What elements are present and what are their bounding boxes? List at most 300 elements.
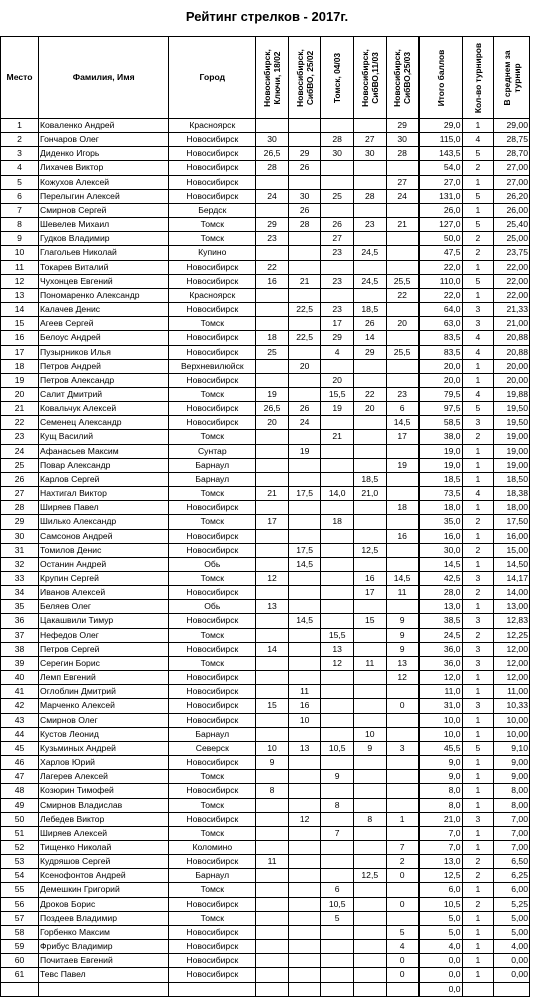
cell-name: Лагерев Алексей <box>39 770 169 784</box>
cell-name: Горбенко Максим <box>39 925 169 939</box>
cell-t2: 16 <box>288 699 321 713</box>
cell-t3 <box>321 444 354 458</box>
cell-total: 18,0 <box>419 501 462 515</box>
cell-t3 <box>321 529 354 543</box>
table-row <box>1 529 530 543</box>
cell-average: 26,20 <box>494 189 530 203</box>
cell-place: 41 <box>1 685 39 699</box>
cell-name: Шилько Александр <box>39 515 169 529</box>
cell-t2 <box>288 727 321 741</box>
cell-name: Коваленко Андрей <box>39 119 169 133</box>
cell-count: 1 <box>462 883 494 897</box>
cell-t5: 9 <box>386 628 419 642</box>
cell-count: 2 <box>462 543 494 557</box>
cell-city: Томск <box>169 232 256 246</box>
table-row <box>1 572 530 586</box>
cell-place: 60 <box>1 954 39 968</box>
cell-t4: 9 <box>353 741 386 755</box>
cell-t2: 12 <box>288 812 321 826</box>
cell-average: 14,17 <box>494 572 530 586</box>
cell-count: 1 <box>462 826 494 840</box>
cell-t1 <box>256 119 289 133</box>
cell-t2: 20 <box>288 359 321 373</box>
cell-t3 <box>321 501 354 515</box>
cell-t3 <box>321 260 354 274</box>
cell-count: 5 <box>462 189 494 203</box>
cell-average: 25,00 <box>494 232 530 246</box>
cell-t1 <box>256 246 289 260</box>
cell-place: 45 <box>1 741 39 755</box>
cell-t3 <box>321 840 354 854</box>
cell-t5 <box>386 232 419 246</box>
cell-city: Новосибирск <box>169 784 256 798</box>
cell-place: 39 <box>1 656 39 670</box>
cell-place: 1 <box>1 119 39 133</box>
cell-t1: 9 <box>256 756 289 770</box>
cell-place: 55 <box>1 883 39 897</box>
cell-total: 47,5 <box>419 246 462 260</box>
cell-t3: 19 <box>321 402 354 416</box>
cell-name: Чухонцев Евгений <box>39 274 169 288</box>
cell-t5 <box>386 600 419 614</box>
cell-average: 10,00 <box>494 713 530 727</box>
cell-name: Ксенофонтов Андрей <box>39 869 169 883</box>
cell-average: 9,10 <box>494 741 530 755</box>
cell-count: 1 <box>462 557 494 571</box>
cell-t3: 10,5 <box>321 897 354 911</box>
table-row <box>1 628 530 642</box>
cell-place: 48 <box>1 784 39 798</box>
cell-t2 <box>288 529 321 543</box>
cell-t4 <box>353 940 386 954</box>
cell-t1 <box>256 982 289 996</box>
cell-count: 1 <box>462 840 494 854</box>
cell-t1: 26,5 <box>256 402 289 416</box>
cell-average: 9,00 <box>494 756 530 770</box>
cell-t5: 23 <box>386 387 419 401</box>
cell-t4 <box>353 515 386 529</box>
cell-total: 13,0 <box>419 600 462 614</box>
cell-t1 <box>256 458 289 472</box>
cell-t3: 8 <box>321 798 354 812</box>
cell-place: 30 <box>1 529 39 543</box>
cell-city: Томск <box>169 911 256 925</box>
cell-t4: 14 <box>353 331 386 345</box>
cell-t5: 0 <box>386 968 419 982</box>
cell-t1: 11 <box>256 855 289 869</box>
cell-name: Глагольев Николай <box>39 246 169 260</box>
cell-t2 <box>288 430 321 444</box>
col-header-tournament-5: Новосибирск, СибВО,25/03 <box>386 37 419 119</box>
table-row <box>1 218 530 232</box>
cell-city: Новосибирск <box>169 189 256 203</box>
cell-name: Петров Андрей <box>39 359 169 373</box>
cell-city: Новосибирск <box>169 373 256 387</box>
cell-count: 3 <box>462 416 494 430</box>
cell-average: 8,00 <box>494 784 530 798</box>
cell-t3 <box>321 288 354 302</box>
cell-total: 36,0 <box>419 642 462 656</box>
cell-average: 27,00 <box>494 161 530 175</box>
cell-t3 <box>321 925 354 939</box>
table-row <box>1 600 530 614</box>
table-row <box>1 487 530 501</box>
cell-city: Новосибирск <box>169 303 256 317</box>
cell-t2: 21 <box>288 274 321 288</box>
table-row <box>1 897 530 911</box>
table-row <box>1 430 530 444</box>
cell-t3: 17 <box>321 317 354 331</box>
cell-total: 143,5 <box>419 147 462 161</box>
cell-t2 <box>288 925 321 939</box>
table-row <box>1 713 530 727</box>
cell-count: 1 <box>462 260 494 274</box>
cell-t2 <box>288 911 321 925</box>
cell-name: Кузьминых Андрей <box>39 741 169 755</box>
cell-total: 9,0 <box>419 770 462 784</box>
table-row <box>1 133 530 147</box>
cell-average: 4,00 <box>494 940 530 954</box>
cell-count: 1 <box>462 373 494 387</box>
cell-total: 18,5 <box>419 472 462 486</box>
cell-total: 8,0 <box>419 784 462 798</box>
cell-average: 19,00 <box>494 430 530 444</box>
cell-name: Ширяев Алексей <box>39 826 169 840</box>
cell-average: 12,83 <box>494 614 530 628</box>
cell-total: 45,5 <box>419 741 462 755</box>
cell-count: 2 <box>462 586 494 600</box>
cell-count: 3 <box>462 572 494 586</box>
cell-count: 1 <box>462 798 494 812</box>
cell-t2 <box>288 246 321 260</box>
cell-t2: 26 <box>288 161 321 175</box>
cell-count: 2 <box>462 869 494 883</box>
table-row <box>1 699 530 713</box>
cell-name: Петров Сергей <box>39 642 169 656</box>
cell-average: 22,00 <box>494 260 530 274</box>
cell-average: 13,00 <box>494 600 530 614</box>
cell-count: 4 <box>462 487 494 501</box>
table-row <box>1 642 530 656</box>
cell-t5: 9 <box>386 642 419 656</box>
cell-t2: 10 <box>288 713 321 727</box>
cell-average: 29,00 <box>494 119 530 133</box>
cell-t1 <box>256 954 289 968</box>
cell-t4: 17 <box>353 586 386 600</box>
cell-t5 <box>386 331 419 345</box>
cell-name: Лихачев Виктор <box>39 161 169 175</box>
cell-average: 7,00 <box>494 840 530 854</box>
cell-t4: 20 <box>353 402 386 416</box>
cell-t5 <box>386 557 419 571</box>
col-header-city: Город <box>169 37 256 119</box>
cell-total: 20,0 <box>419 359 462 373</box>
cell-t5 <box>386 798 419 812</box>
cell-city: Барнаул <box>169 458 256 472</box>
cell-t4 <box>353 713 386 727</box>
cell-total: 31,0 <box>419 699 462 713</box>
cell-t2: 13 <box>288 741 321 755</box>
table-row <box>1 359 530 373</box>
table-row <box>1 274 530 288</box>
cell-t5: 16 <box>386 529 419 543</box>
cell-average: 22,00 <box>494 274 530 288</box>
cell-t3: 4 <box>321 345 354 359</box>
table-row <box>1 232 530 246</box>
cell-average: 18,50 <box>494 472 530 486</box>
cell-name: Тевс Павел <box>39 968 169 982</box>
table-row <box>1 671 530 685</box>
cell-t5 <box>386 472 419 486</box>
cell-t5: 29 <box>386 119 419 133</box>
cell-t3: 18 <box>321 515 354 529</box>
cell-name: Лебедев Виктор <box>39 812 169 826</box>
cell-t3 <box>321 784 354 798</box>
cell-name: Кущ Василий <box>39 430 169 444</box>
cell-city: Барнаул <box>169 869 256 883</box>
cell-total: 12,5 <box>419 869 462 883</box>
cell-name: Козюрин Тимофей <box>39 784 169 798</box>
cell-average: 6,25 <box>494 869 530 883</box>
cell-total: 22,0 <box>419 288 462 302</box>
cell-place: 57 <box>1 911 39 925</box>
cell-average: 6,50 <box>494 855 530 869</box>
table-row <box>1 954 530 968</box>
table-row <box>1 345 530 359</box>
cell-city: Новосибирск <box>169 642 256 656</box>
cell-t4: 18,5 <box>353 472 386 486</box>
cell-t5: 2 <box>386 855 419 869</box>
cell-t2 <box>288 968 321 982</box>
cell-total: 11,0 <box>419 685 462 699</box>
cell-t4 <box>353 925 386 939</box>
table-row <box>1 968 530 982</box>
cell-t5: 0 <box>386 954 419 968</box>
table-row <box>1 147 530 161</box>
cell-t3: 23 <box>321 274 354 288</box>
cell-place: 33 <box>1 572 39 586</box>
cell-t2 <box>288 628 321 642</box>
cell-place: 53 <box>1 855 39 869</box>
table-row <box>1 119 530 133</box>
cell-t5 <box>386 685 419 699</box>
cell-place: 18 <box>1 359 39 373</box>
cell-total: 21,0 <box>419 812 462 826</box>
cell-t2 <box>288 869 321 883</box>
cell-city: Новосибирск <box>169 260 256 274</box>
cell-place: 6 <box>1 189 39 203</box>
cell-total: 9,0 <box>419 756 462 770</box>
cell-t4 <box>353 883 386 897</box>
cell-t4 <box>353 444 386 458</box>
col-header-tournament-4: Новосибирск, СибВО,11/03 <box>353 37 386 119</box>
cell-t4: 15 <box>353 614 386 628</box>
cell-t3 <box>321 756 354 770</box>
cell-count: 3 <box>462 642 494 656</box>
table-row <box>1 727 530 741</box>
cell-t5: 14,5 <box>386 572 419 586</box>
cell-t1 <box>256 713 289 727</box>
cell-place: 38 <box>1 642 39 656</box>
cell-place: 44 <box>1 727 39 741</box>
cell-t5: 25,5 <box>386 345 419 359</box>
cell-t1: 10 <box>256 741 289 755</box>
cell-count: 4 <box>462 331 494 345</box>
cell-t1 <box>256 472 289 486</box>
cell-t5 <box>386 359 419 373</box>
cell-t5: 0 <box>386 699 419 713</box>
cell-count: 2 <box>462 628 494 642</box>
cell-place: 52 <box>1 840 39 854</box>
cell-t3 <box>321 954 354 968</box>
cell-t4 <box>353 203 386 217</box>
cell-t5 <box>386 883 419 897</box>
cell-average: 16,00 <box>494 529 530 543</box>
cell-t3 <box>321 982 354 996</box>
cell-t4: 21,0 <box>353 487 386 501</box>
cell-t5 <box>386 487 419 501</box>
cell-t2 <box>288 515 321 529</box>
cell-total: 73,5 <box>419 487 462 501</box>
cell-t2: 22,5 <box>288 331 321 345</box>
cell-t5 <box>386 727 419 741</box>
cell-place: 15 <box>1 317 39 331</box>
cell-t4 <box>353 642 386 656</box>
cell-city: Новосибирск <box>169 897 256 911</box>
cell-t4 <box>353 288 386 302</box>
cell-name: Смирнов Сергей <box>39 203 169 217</box>
cell-name: Оглоблин Дмитрий <box>39 685 169 699</box>
cell-place: 11 <box>1 260 39 274</box>
cell-t3: 23 <box>321 246 354 260</box>
cell-t2: 17,5 <box>288 487 321 501</box>
cell-t3 <box>321 586 354 600</box>
cell-count: 5 <box>462 741 494 755</box>
cell-total: 26,0 <box>419 203 462 217</box>
cell-t3: 9 <box>321 770 354 784</box>
cell-t3 <box>321 203 354 217</box>
cell-average: 23,75 <box>494 246 530 260</box>
cell-t2: 17,5 <box>288 543 321 557</box>
cell-t5 <box>386 756 419 770</box>
cell-place: 3 <box>1 147 39 161</box>
table-row <box>1 543 530 557</box>
cell-count: 4 <box>462 133 494 147</box>
cell-t5 <box>386 982 419 996</box>
cell-place: 28 <box>1 501 39 515</box>
table-row <box>1 982 530 996</box>
cell-t1 <box>256 798 289 812</box>
cell-city: Томск <box>169 387 256 401</box>
cell-t4 <box>353 756 386 770</box>
cell-count: 5 <box>462 147 494 161</box>
cell-t1: 19 <box>256 387 289 401</box>
cell-t3 <box>321 869 354 883</box>
cell-name: Ковальчук Алексей <box>39 402 169 416</box>
cell-t3: 14,0 <box>321 487 354 501</box>
cell-total: 115,0 <box>419 133 462 147</box>
cell-t2 <box>288 317 321 331</box>
cell-total: 20,0 <box>419 373 462 387</box>
cell-place: 47 <box>1 770 39 784</box>
cell-t1: 13 <box>256 600 289 614</box>
cell-t4: 10 <box>353 727 386 741</box>
cell-place: 16 <box>1 331 39 345</box>
cell-city: Новосибирск <box>169 331 256 345</box>
cell-place: 22 <box>1 416 39 430</box>
cell-t5: 20 <box>386 317 419 331</box>
table-row <box>1 515 530 529</box>
cell-t1 <box>256 288 289 302</box>
cell-t1 <box>256 671 289 685</box>
cell-t5 <box>386 784 419 798</box>
cell-name: Перелыгин Алексей <box>39 189 169 203</box>
cell-count: 1 <box>462 472 494 486</box>
cell-t5: 11 <box>386 586 419 600</box>
cell-t1 <box>256 968 289 982</box>
cell-city: Томск <box>169 515 256 529</box>
cell-t4: 27 <box>353 133 386 147</box>
cell-t2: 24 <box>288 416 321 430</box>
cell-t5 <box>386 543 419 557</box>
cell-t5 <box>386 260 419 274</box>
cell-name: Крупин Сергей <box>39 572 169 586</box>
cell-total: 127,0 <box>419 218 462 232</box>
cell-t5: 24 <box>386 189 419 203</box>
cell-total: 36,0 <box>419 656 462 670</box>
cell-t3 <box>321 572 354 586</box>
col-header-name: Фамилия, Имя <box>39 37 169 119</box>
cell-t4 <box>353 911 386 925</box>
cell-count: 2 <box>462 246 494 260</box>
cell-t1: 23 <box>256 232 289 246</box>
cell-average: 12,00 <box>494 671 530 685</box>
cell-city: Обь <box>169 557 256 571</box>
cell-t2 <box>288 656 321 670</box>
cell-t3: 10,5 <box>321 741 354 755</box>
cell-t4 <box>353 685 386 699</box>
cell-total: 19,0 <box>419 458 462 472</box>
cell-t3 <box>321 557 354 571</box>
cell-total: 8,0 <box>419 798 462 812</box>
cell-t5 <box>386 713 419 727</box>
cell-name: Ширяев Павел <box>39 501 169 515</box>
cell-total: 50,0 <box>419 232 462 246</box>
cell-total: 10,0 <box>419 727 462 741</box>
cell-name: Беляев Олег <box>39 600 169 614</box>
cell-t4 <box>353 557 386 571</box>
cell-average: 19,00 <box>494 444 530 458</box>
table-row <box>1 260 530 274</box>
cell-count: 1 <box>462 940 494 954</box>
cell-t4 <box>353 855 386 869</box>
cell-t3 <box>321 472 354 486</box>
cell-t2 <box>288 373 321 387</box>
cell-city: Новосибирск <box>169 940 256 954</box>
cell-t5: 14,5 <box>386 416 419 430</box>
cell-t3 <box>321 671 354 685</box>
page-title: Рейтинг стрелков - 2017г. <box>185 9 349 24</box>
cell-t5: 3 <box>386 741 419 755</box>
cell-average: 11,00 <box>494 685 530 699</box>
cell-place: 14 <box>1 303 39 317</box>
cell-count: 3 <box>462 812 494 826</box>
cell-name: Кожухов Алексей <box>39 175 169 189</box>
cell-name: Марченко Алексей <box>39 699 169 713</box>
cell-t3 <box>321 713 354 727</box>
cell-count: 1 <box>462 119 494 133</box>
cell-total: 0,0 <box>419 982 462 996</box>
